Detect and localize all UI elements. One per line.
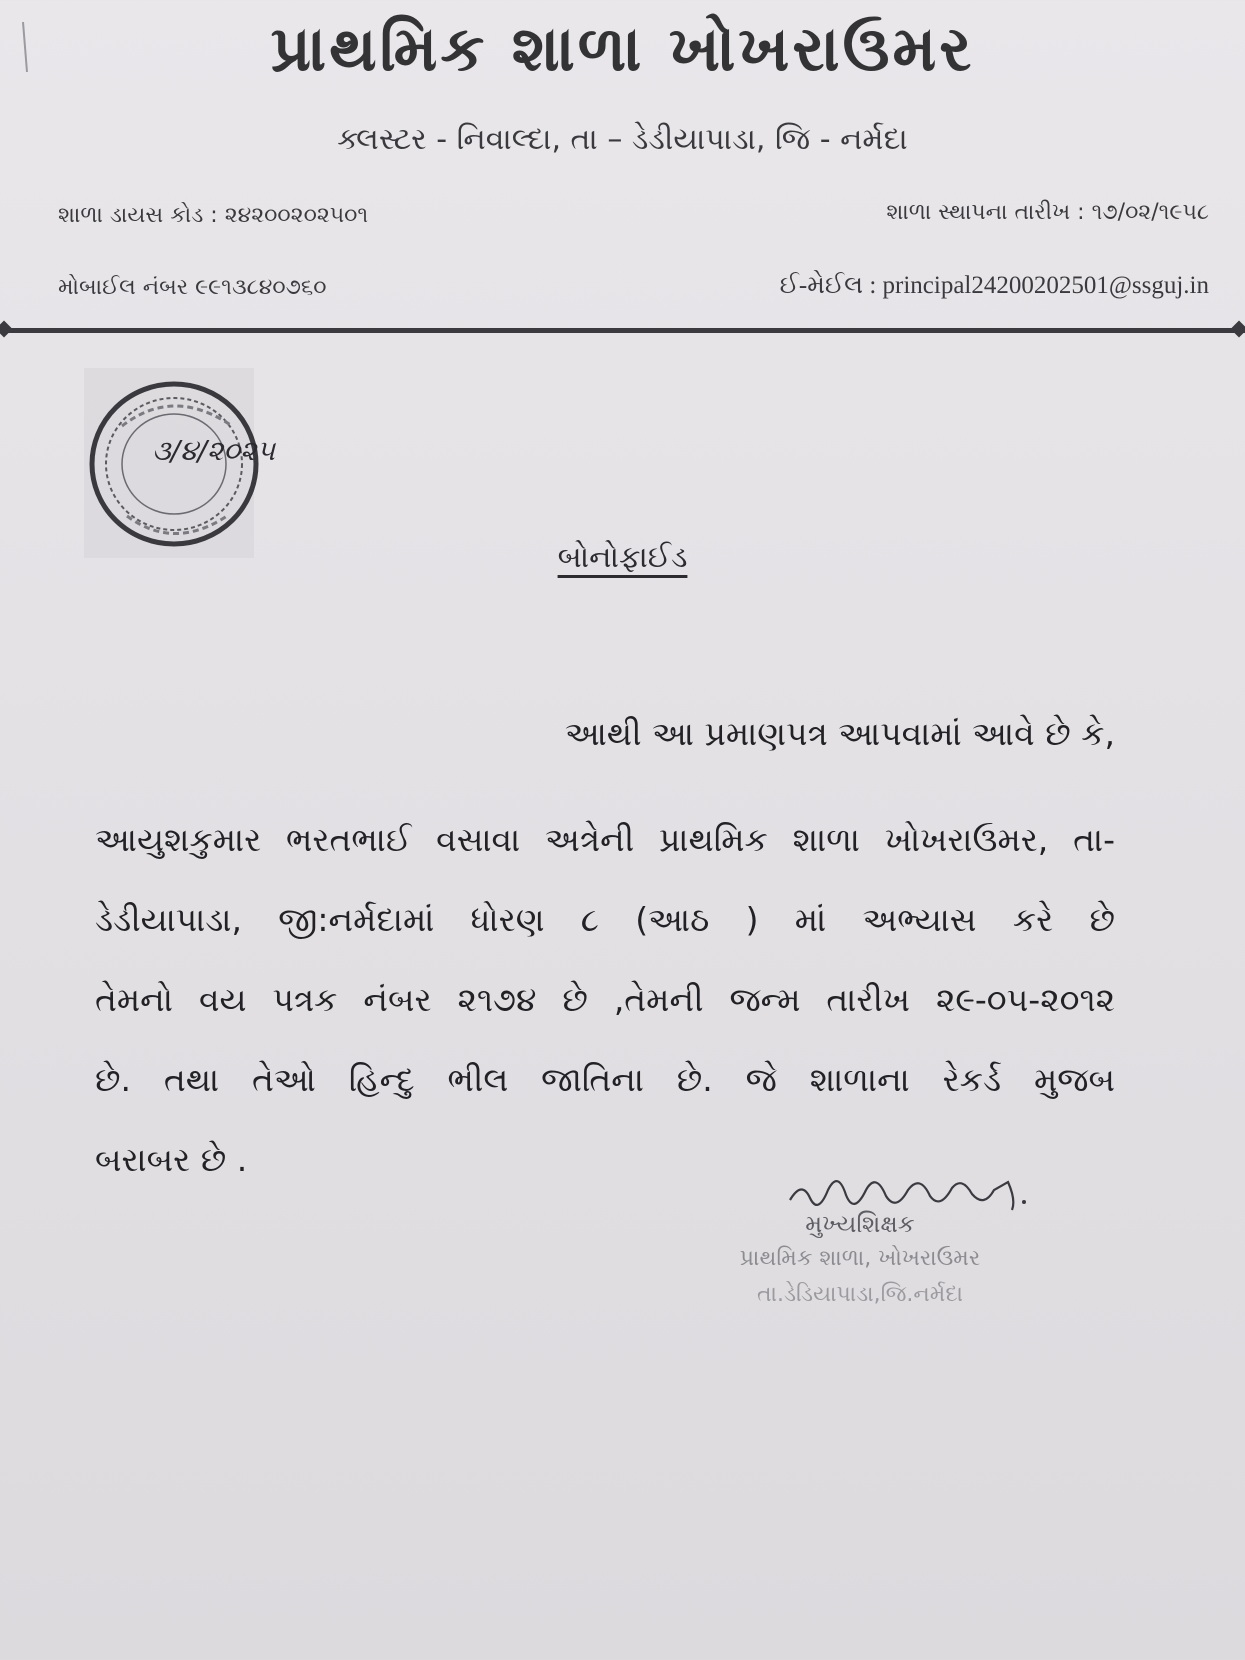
certificate-line: બરાબર છે . (95, 1140, 248, 1179)
header-divider (0, 328, 1245, 333)
signatory-place: તા.ડેડિયાપાડા,જિ.નર્મદા (756, 1282, 964, 1307)
dise-code: શાળા ડાયસ કોડ : ૨૪૨૦૦૨૦૨૫૦૧ (58, 203, 369, 228)
certificate-line: તેમનો વય પત્રક નંબર ૨૧૭૪ છે ,તેમની જન્મ તારીખ ૨૯-૦૫-૨૦૧૨ (95, 980, 1115, 1019)
certificate-line: છે. તથા તેઓ હિન્દુ ભીલ જાતિના છે. જે શાળાના રેકર્ડ મુજબ (95, 1060, 1115, 1099)
email-address: ઈ-મેઈલ : principal24200202501@ssguj.in (779, 272, 1209, 299)
divider-end-right (1231, 321, 1245, 338)
certificate-line: આયુશકુમાર ભરતભાઈ વસાવા અત્રેની પ્રાથમિક શાળા ખોખરાઉમર, તા- (95, 820, 1115, 859)
signatory-school: પ્રાથમિક શાળા, ખોખરાઉમર (739, 1246, 981, 1271)
certificate-heading: બોનોફાઈડ (557, 540, 688, 575)
inward-stamp (82, 366, 292, 562)
divider-end-left (0, 321, 12, 338)
school-name-heading: પ્રાથમિક શાળા ખોખરાઉમર (270, 12, 975, 85)
signatory-title: મુખ્યશિક્ષક (805, 1210, 915, 1238)
mobile-number: મોબાઈલ નંબર ૯૯૧૩૮૪૦૭૬૦ (58, 275, 327, 300)
establishment-date: શાળા સ્થાપના તારીખ : ૧૭/૦૨/૧૯૫૮ (886, 200, 1209, 225)
certificate-line: ડેડીયાપાડા, જી:નર્મદામાં ધોરણ ૮ (આઠ ) માં અભ્યાસ કરે છે (95, 900, 1115, 939)
school-address: ક્લસ્ટર - નિવાલ્દા, તા – ડેડીયાપાડા, જિ - નર્મદા (337, 122, 908, 157)
certificate-line: આથી આ પ્રમાણપત્ર આપવામાં આવે છે કે, (564, 714, 1115, 753)
stamp-handwritten-note: ૩/૪/૨૦૨૫ (152, 434, 275, 467)
